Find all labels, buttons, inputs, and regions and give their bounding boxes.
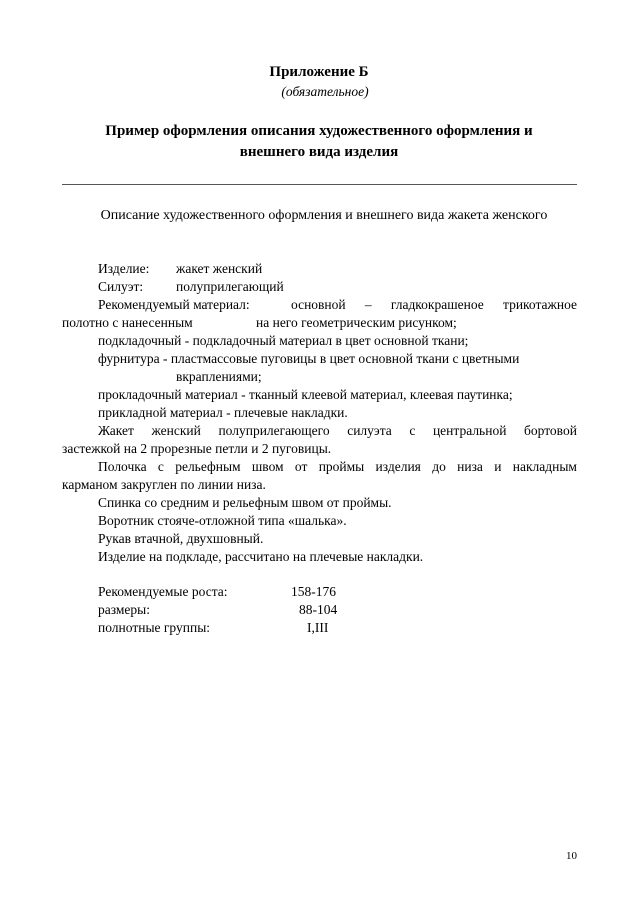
front-word: и [494, 459, 502, 474]
material-word-2: трикотажное [503, 297, 577, 312]
jacket-word: бортовой [524, 423, 577, 438]
jacket-word: центральной [432, 423, 507, 438]
fittings-line: фурнитура - пластмассовые пуговицы в цвет основной ткани с цветными [98, 351, 520, 366]
jacket-word: полуприлегающего [218, 423, 330, 438]
front-word: Полочка [98, 459, 147, 474]
product-value: жакет женский [176, 261, 263, 276]
back-line: Спинка со средним и рельефным швом от проймы. [98, 495, 392, 510]
interlining-line: прокладочный материал - тканный клеевой материал, клеевая паутинка; [98, 387, 513, 402]
front-word: рельефным [175, 459, 241, 474]
sleeve-line: Рукав втачной, двухшовный. [98, 531, 264, 546]
section-heading [0, 121, 638, 163]
accessory-line: прикладной материал - плечевые накладки. [98, 405, 348, 420]
jacket-word: с [409, 423, 416, 438]
silhouette-label: Силуэт: [98, 279, 144, 294]
horizontal-rule [62, 184, 577, 185]
description-title: Описание художественного оформления и внешнего вида жакета женского [100, 208, 548, 223]
groups-label: полнотные группы: [98, 620, 211, 635]
jacket-continuation: застежкой на 2 прорезные петли и 2 пуговицы. [62, 441, 332, 456]
material-word-1: гладкокрашеное [390, 297, 484, 312]
front-word: до [432, 459, 446, 474]
sizes-label: размеры: [98, 602, 150, 617]
section-heading-line-2: внешнего вида изделия [239, 144, 399, 160]
silhouette-value: полуприлегающий [176, 279, 284, 294]
front-word: швом [251, 459, 284, 474]
front-word: от [294, 459, 308, 474]
lined-line: Изделие на подкладе, рассчитано на плечевые накладки. [98, 549, 424, 564]
appendix-title: Приложение Б [269, 64, 369, 80]
front-word: с [157, 459, 164, 474]
front-word: проймы [318, 459, 365, 474]
material-dash: – [364, 297, 372, 312]
jacket-word: силуэта [347, 423, 392, 438]
groups-value: I,III [307, 620, 329, 635]
front-line [98, 458, 577, 476]
material-continuation-a: полотно с нанесенным [62, 315, 193, 330]
section-heading-line-1: Пример оформления описания художественного оформления и [105, 123, 533, 139]
jacket-word: женский [151, 423, 201, 438]
front-word: накладным [512, 459, 577, 474]
material-label: Рекомендуемый материал: [98, 297, 250, 312]
material-continuation-b: на него геометрическим рисунком; [256, 315, 457, 330]
front-word: низа [457, 459, 483, 474]
appendix-subtitle: (обязательное) [281, 84, 369, 99]
material-line [291, 296, 577, 314]
fittings-continuation: вкраплениями; [176, 369, 262, 384]
jacket-line [98, 422, 577, 440]
lining-line: подкладочный - подкладочный материал в цвет основной ткани; [98, 333, 469, 348]
page-number: 10 [566, 850, 577, 862]
front-continuation: карманом закруглен по линии низа. [62, 477, 266, 492]
heights-value: 158-176 [291, 584, 336, 599]
front-word: изделия [375, 459, 421, 474]
product-label: Изделие: [98, 261, 150, 276]
sizes-value: 88-104 [299, 602, 338, 617]
collar-line: Воротник стояче-отложной типа «шалька». [98, 513, 347, 528]
material-main: основной [291, 297, 346, 312]
jacket-word: Жакет [98, 423, 134, 438]
heights-label: Рекомендуемые роста: [98, 584, 228, 599]
